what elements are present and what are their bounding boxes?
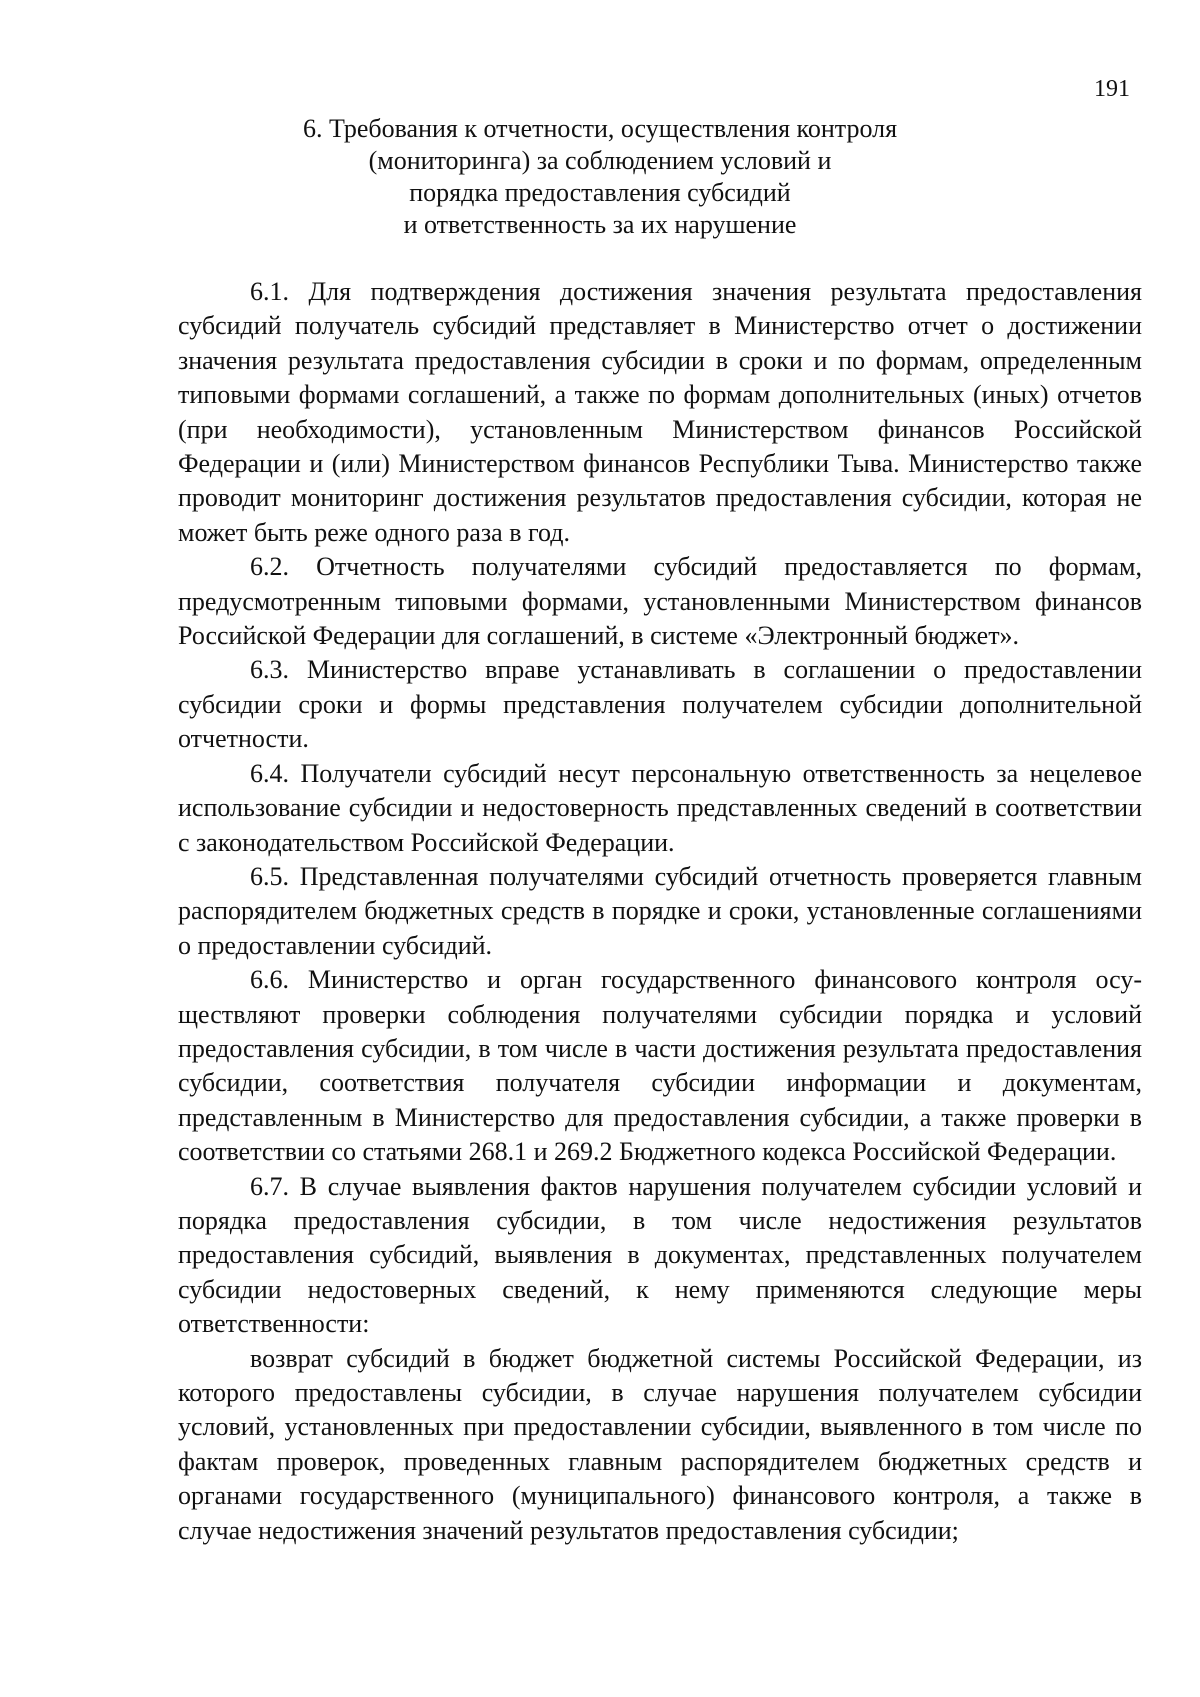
section-title-line: (мониторинга) за соблюдением условий и — [368, 146, 832, 175]
body-text — [178, 275, 1142, 1548]
paragraph-liability-refund: возврат субсидий в бюджет бюджетной системы Российской Федерации, из которого предоставлены субсидии, в случае нарушения получателем субсидии условий, установленных при предоставлении субсидии, выявленного в том числе по фактам проверок, проведенных главным распорядителем бюджетных средств и органами государственного (муниципального) финансового контроля, а также в случае недостижения значений результатов предоставления субсидии; — [178, 1343, 1142, 1545]
paragraph-6-1: 6.1. Для подтверждения достижения значения результата предоставления субсидий получатель субсидий представляет в Министерство отчет о достижении значения результата предоставления субсидии в сроки и по формам, определенным типовыми формами соглашений, а также по формам дополнительных (иных) отчетов (при необходимости), установленным Министерством финансов Российской Федерации и (или) Министерством финансов Республики Тыва. Министерство также проводит мониторинг достижения результатов предоставления субсидии, которая не может быть реже одного раза в год. — [178, 277, 1142, 547]
section-title-line: и ответственность за их нарушение — [403, 210, 797, 239]
section-title — [0, 113, 1200, 241]
paragraph-6-7: 6.7. В случае выявления фактов нарушения получателем субсидии условий и порядка предоставления субсидии, в том числе недостижения результатов предоставления субсидий, выявления в документах, представленных получателем субсидии недостоверных сведений, к нему применяются следующие меры ответственности: — [178, 1171, 1142, 1339]
paragraph-6-4: 6.4. Получатели субсидий несут персональную ответственность за нецелевое использование субсидии и недостоверность представленных сведений в соответствии с законодательством Российской Федерации. — [178, 758, 1142, 857]
paragraph-6-2: 6.2. Отчетность получателями субсидий предоставляется по формам, предусмотренным типовыми формами, установленными Министерством финансов Российской Федерации для соглашений, в системе «Электронный бюджет». — [178, 552, 1142, 651]
page-number: 191 — [1094, 76, 1130, 102]
paragraph-6-6: 6.6. Министерство и орган государственного финансового контроля осуществляют проверки соблюдения получателями субсидии порядка и условий предоставления субсидии, в том числе в части достижения результата предоставления субсидии, соответствия получателя субсидии информации и документам, представленным в Министерство для предоставления субсидии, а также проверки в соответствии со статьями 268.1 и 269.2 Бюджетного кодекса Российской Федерации. — [178, 965, 1142, 1167]
paragraph-6-3: 6.3. Министерство вправе устанавливать в соглашении о предоставлении субсидии сроки и формы представления получателем субсидии дополнительной отчетности. — [178, 655, 1142, 754]
paragraph-6-5: 6.5. Представленная получателями субсидий отчетность проверяется главным распорядителем бюджетных средств в порядке и сроки, установленные соглашениями о предоставлении субсидий. — [178, 861, 1142, 960]
section-title-line: порядка предоставления субсидий — [409, 178, 791, 207]
section-title-line: 6. Требования к отчетности, осуществления контроля — [302, 114, 898, 143]
